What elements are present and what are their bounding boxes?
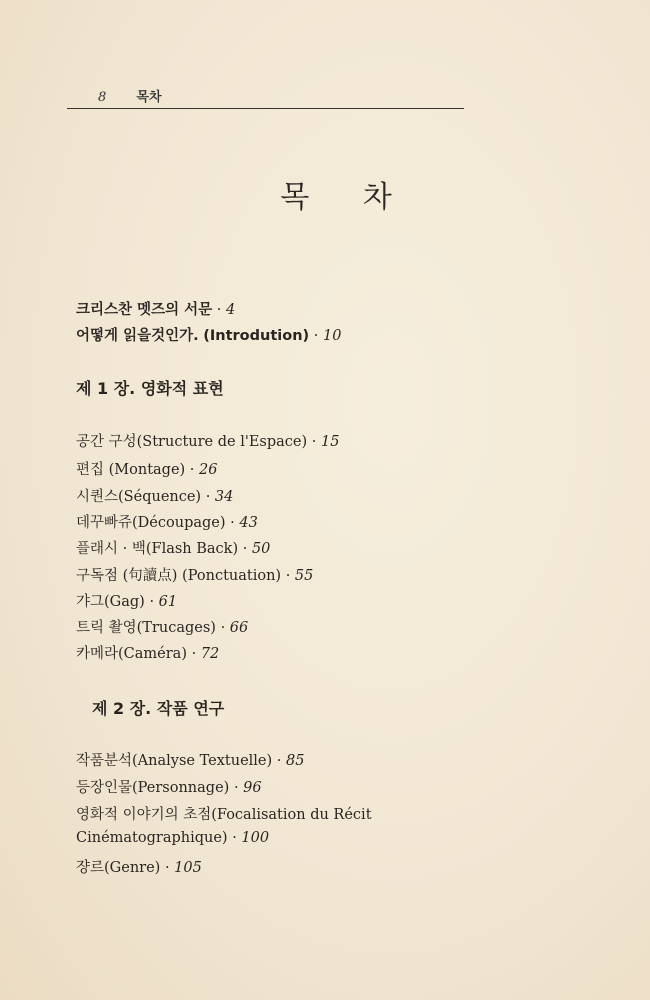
toc-separator: · xyxy=(233,780,239,796)
toc-entry-label: 구독점 (句讀点) (Ponctuation) xyxy=(76,568,282,584)
toc-entry-label: 어떻게 읽을것인가. xyxy=(76,328,199,344)
toc-entry-label: 갸그(Gag) xyxy=(76,594,145,610)
chapter-heading: 제 2 장. 작품 연구 xyxy=(92,699,225,718)
toc-entry-label: 크리스찬 멧즈의 서문 xyxy=(76,302,213,318)
toc-entry xyxy=(76,430,339,451)
toc-separator: · xyxy=(232,830,237,846)
toc-separator: · xyxy=(285,568,291,584)
toc-entry-label: 플래시 · 백(Flash Back) xyxy=(76,541,239,557)
toc-entry-label: 카메라(Caméra) xyxy=(76,646,187,662)
toc-separator: · xyxy=(230,515,235,531)
toc-entry-label: 데꾸빠쥬(Découpage) xyxy=(76,515,226,531)
toc-separator: · xyxy=(311,434,317,450)
toc-separator: · xyxy=(191,646,197,662)
header-rule xyxy=(67,108,464,109)
toc-page-number: 50 xyxy=(251,541,271,557)
toc-entry-introduction xyxy=(76,324,341,345)
toc-page-number: 66 xyxy=(229,620,249,636)
toc-separator: · xyxy=(164,860,170,876)
toc-separator: · xyxy=(242,541,248,557)
toc-entry-label: 영화적 이야기의 초점(Focalisation du Récit xyxy=(76,807,372,823)
toc-page-number: 15 xyxy=(320,434,340,450)
toc-page-number: 26 xyxy=(199,462,218,478)
toc-page-number: 43 xyxy=(239,515,258,531)
toc-entry xyxy=(76,642,219,663)
toc-entry-label: 작품분석(Analyse Textuelle) xyxy=(76,753,273,769)
toc-entry xyxy=(76,616,248,637)
toc-separator: · xyxy=(216,302,222,318)
toc-entry xyxy=(76,856,202,877)
toc-page-number: 105 xyxy=(174,860,202,876)
toc-page-number: 85 xyxy=(286,753,305,769)
toc-entry-english: (Introdution) xyxy=(203,328,310,344)
toc-separator: · xyxy=(220,620,226,636)
toc-entry-continued xyxy=(76,830,269,846)
toc-page-number: 100 xyxy=(241,830,270,846)
running-head-title: 목차 xyxy=(136,90,162,105)
toc-separator: · xyxy=(313,328,319,344)
toc-separator: · xyxy=(276,753,282,769)
toc-entry-label: 편집 (Montage) xyxy=(76,462,186,478)
toc-page-number: 61 xyxy=(158,594,178,610)
toc-entry-preface xyxy=(76,298,235,319)
toc-entry xyxy=(76,749,304,770)
toc-page-number: 10 xyxy=(322,328,342,344)
toc-entry xyxy=(76,458,217,479)
toc-entry xyxy=(76,776,262,797)
toc-entry xyxy=(76,564,313,585)
toc-entry xyxy=(76,485,233,506)
toc-entry-label: 등장인물(Personnage) xyxy=(76,780,230,796)
toc-page-number: 72 xyxy=(200,646,220,662)
toc-entry xyxy=(76,511,258,532)
toc-entry xyxy=(76,803,372,824)
toc-page-number: 96 xyxy=(243,780,262,796)
chapter-heading: 제 1 장. 영화적 표현 xyxy=(76,379,224,398)
toc-entry xyxy=(76,590,177,611)
toc-page-number: 4 xyxy=(226,302,236,318)
toc-separator: · xyxy=(189,462,195,478)
toc-separator: · xyxy=(205,489,211,505)
toc-entry xyxy=(76,537,270,558)
toc-entry-label: 시퀀스(Séquence) xyxy=(76,489,202,505)
running-head xyxy=(98,86,162,105)
toc-entry-label: Cinématographique) xyxy=(76,830,228,846)
toc-entry-label: 트릭 촬영(Trucages) xyxy=(76,620,216,636)
toc-entry-label: 쟝르(Genre) xyxy=(76,860,161,876)
toc-entry-label: 공간 구성(Structure de l'Espace) xyxy=(76,434,308,450)
page-number: 8 xyxy=(98,90,107,105)
toc-page-number: 34 xyxy=(214,489,234,505)
page-title: 목 차 xyxy=(280,180,414,215)
toc-page-number: 55 xyxy=(294,568,314,584)
toc-separator: · xyxy=(149,594,155,610)
